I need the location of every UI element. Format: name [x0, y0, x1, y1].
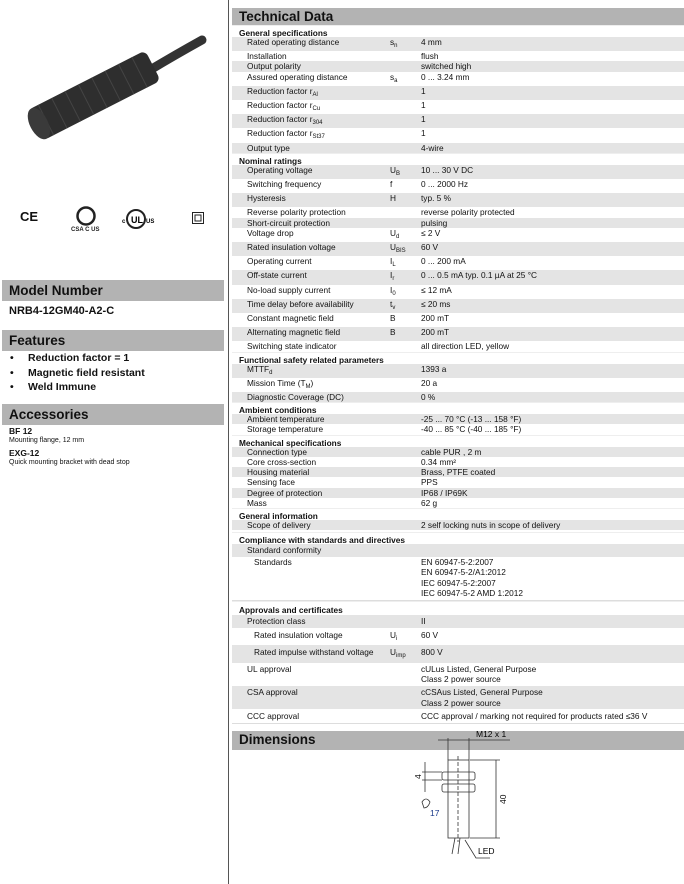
spec-row	[232, 557, 684, 601]
spec-value: 4-wire	[421, 142, 444, 153]
csa-mark-icon	[70, 206, 110, 233]
spec-value: Brass, PTFE coated	[421, 467, 496, 478]
spec-label: Mass	[247, 497, 267, 508]
spec-row	[232, 341, 684, 351]
spec-label: Alternating magnetic field	[247, 327, 341, 338]
spec-label: Degree of protection	[247, 487, 323, 498]
section-heading: Ambient conditions	[232, 402, 684, 414]
spec-label: Reverse polarity protection	[247, 207, 346, 218]
section-heading: Approvals and certificates	[232, 601, 684, 615]
spec-value: flush	[421, 51, 439, 62]
spec-value: 20 a	[421, 377, 438, 388]
spec-value: 0 ... 200 mA	[421, 256, 466, 267]
protection-class-ii-icon	[192, 212, 204, 224]
ul-mark-icon	[122, 206, 162, 232]
spec-symbol	[390, 364, 421, 378]
approvals-rows	[232, 615, 684, 724]
spec-row	[232, 544, 684, 557]
spec-label: Reduction factor $r_{Al}$	[247, 85, 318, 98]
approval-row	[232, 615, 684, 628]
spec-symbol	[390, 414, 421, 424]
spec-label: Hysteresis	[247, 193, 286, 204]
approval-row	[232, 663, 684, 686]
spec-symbol	[390, 378, 421, 392]
certification-icons	[0, 206, 228, 232]
spec-value: 1	[421, 85, 426, 96]
spec-symbol	[390, 664, 421, 684]
feature-item: • Magnetic field resistant	[10, 367, 145, 379]
spec-row	[232, 424, 684, 434]
spec-symbol	[390, 520, 421, 530]
spec-row	[232, 86, 684, 100]
spec-symbol	[390, 86, 421, 100]
spec-row	[232, 207, 684, 217]
spec-label: Standards	[254, 557, 292, 568]
spec-symbol: $t_v$	[390, 298, 396, 311]
spec-value: IP68 / IP69K	[421, 487, 468, 498]
spec-value: 1	[421, 128, 426, 139]
spec-value: 10 ... 30 V DC	[421, 164, 474, 175]
spec-label: Ambient temperature	[247, 414, 325, 425]
led-label: LED	[478, 846, 495, 856]
spec-value: 0.34 mm²	[421, 456, 457, 467]
spec-label: Rated insulation voltage	[247, 242, 336, 253]
spec-value: cable PUR , 2 m	[421, 446, 482, 457]
spec-value: 1393 a	[421, 363, 447, 374]
svg-text:c: c	[122, 219, 126, 225]
spec-value: all direction LED, yellow	[421, 341, 510, 352]
features-heading: Features	[2, 330, 224, 351]
spec-symbol	[390, 100, 421, 114]
spec-label: Rated insulation voltage	[254, 629, 343, 640]
svg-text:US: US	[146, 219, 155, 225]
spec-label: Rated impulse withstand voltage	[254, 646, 374, 657]
spec-symbol: $U_B$	[390, 164, 401, 177]
spec-value: 0 %	[421, 392, 436, 403]
spec-value: switched high	[421, 61, 472, 72]
spec-value: 200 mT	[421, 327, 450, 338]
spec-row	[232, 488, 684, 498]
section-heading: Mechanical specifications	[232, 435, 684, 447]
spec-row	[232, 72, 684, 86]
spec-row	[232, 520, 684, 530]
standard: IEC 60947-5-2 AMD 1:2012	[421, 587, 523, 598]
spec-symbol	[390, 467, 421, 477]
spec-label: Reduction factor $r_{Cu}$	[247, 100, 321, 113]
spec-symbol	[390, 616, 421, 626]
spec-value: 62 g	[421, 497, 438, 508]
spec-row	[232, 378, 684, 392]
spec-row	[232, 143, 684, 153]
spec-symbol	[390, 61, 421, 71]
spec-sections	[232, 25, 684, 530]
spec-row	[232, 270, 684, 284]
product-image	[0, 0, 228, 160]
spec-symbol: $I_L$	[390, 256, 396, 269]
spec-label: Constant magnetic field	[247, 313, 334, 324]
section-heading: Compliance with standards and directives	[232, 532, 684, 544]
spec-label: Operating current	[247, 256, 312, 267]
spec-row	[232, 114, 684, 128]
feature-item: • Reduction factor = 1	[10, 352, 130, 364]
spec-value: II	[421, 616, 426, 627]
spec-label: Voltage drop	[247, 227, 294, 238]
spec-row	[232, 447, 684, 457]
spec-symbol	[390, 143, 421, 153]
spec-value: cCSAus Listed, General Purpose Class 2 power source	[421, 687, 543, 708]
spec-label: Time delay before availability	[247, 298, 354, 309]
spec-label: Reduction factor $r_{St37}$	[247, 128, 325, 141]
accessory-description: Mounting flange, 12 mm	[9, 437, 85, 444]
wrench-size-label: 17	[430, 808, 440, 818]
spec-row	[232, 477, 684, 487]
spec-label: Output polarity	[247, 61, 301, 72]
approval-row	[232, 645, 684, 662]
spec-value: -40 ... 85 °C (-40 ... 185 °F)	[421, 424, 522, 435]
spec-row	[232, 364, 684, 378]
spec-row	[232, 457, 684, 467]
standard: EN 60947-5-2/A1:2012	[421, 567, 506, 578]
spec-symbol	[390, 424, 421, 434]
spec-label: Assured operating distance	[247, 71, 348, 82]
spec-symbol	[390, 392, 421, 402]
spec-symbol: f	[390, 179, 393, 190]
accessory-description: Quick mounting bracket with dead stop	[9, 459, 130, 466]
spec-symbol: $s_n$	[390, 37, 398, 49]
spec-symbol	[390, 498, 421, 508]
spec-value: cULus Listed, General Purpose Class 2 power source	[421, 664, 537, 685]
spec-row	[232, 128, 684, 142]
spec-row	[232, 165, 684, 179]
approvals-section	[232, 601, 684, 724]
section-heading: Nominal ratings	[232, 153, 684, 165]
left-column	[0, 0, 228, 884]
spec-row	[232, 256, 684, 270]
spec-row	[232, 414, 684, 424]
spec-label: Sensing face	[247, 477, 295, 488]
spec-symbol	[390, 687, 421, 707]
spec-label: $MTTF_d$	[247, 363, 273, 376]
spec-symbol	[390, 457, 421, 467]
spec-value: 1	[421, 100, 426, 111]
spec-symbol	[390, 341, 421, 351]
spec-label: Switching frequency	[247, 179, 322, 190]
spec-label: Short-circuit protection	[247, 217, 331, 228]
spec-symbol	[390, 51, 421, 61]
spec-row	[232, 193, 684, 207]
spec-row	[232, 37, 684, 51]
spec-symbol	[390, 447, 421, 457]
standard: EN 60947-5-2:2007	[421, 557, 494, 568]
length-label: 40	[498, 794, 508, 804]
spec-symbol: B	[390, 327, 396, 338]
approval-row	[232, 686, 684, 709]
spec-label: CSA approval	[247, 687, 298, 698]
spec-label: Scope of delivery	[247, 519, 311, 530]
spec-value: 60 V	[421, 629, 439, 640]
compliance-section	[232, 532, 684, 601]
spec-symbol	[390, 128, 421, 142]
spec-label: Switching state indicator	[247, 341, 337, 352]
model-number: NRB4-12GM40-A2-C	[9, 305, 115, 317]
spec-value: ≤ 20 ms	[421, 298, 451, 309]
spec-label: Core cross-section	[247, 456, 317, 467]
spec-row	[232, 498, 684, 508]
spec-label: Operating voltage	[247, 164, 313, 175]
spec-label: Housing material	[247, 467, 310, 478]
thread-label: M12 x 1	[476, 729, 507, 739]
spec-symbol: $U_i$	[390, 629, 398, 642]
section-heading: Functional safety related parameters	[232, 352, 684, 364]
spec-symbol: $U_d$	[390, 227, 400, 240]
spec-value: pulsing	[421, 217, 448, 228]
spec-value: -25 ... 70 °C (-13 ... 158 °F)	[421, 414, 522, 425]
spec-row	[232, 299, 684, 313]
dimension-drawing	[390, 720, 550, 870]
dimensions-heading: Dimensions	[232, 731, 684, 750]
spec-label: UL approval	[247, 664, 292, 675]
spec-symbol	[390, 218, 421, 228]
spec-row	[232, 467, 684, 477]
spec-label: Installation	[247, 51, 287, 62]
spec-symbol: $U_{BIS}$	[390, 242, 406, 255]
spec-symbol	[390, 477, 421, 487]
spec-row	[232, 242, 684, 256]
spec-symbol	[390, 207, 421, 217]
spec-value: ≤ 2 V	[421, 227, 441, 238]
spec-value: 2 self locking nuts in scope of delivery	[421, 519, 561, 530]
spec-label: Diagnostic Coverage (DC)	[247, 392, 344, 403]
spec-row	[232, 218, 684, 228]
spec-label: Rated operating distance	[247, 37, 340, 47]
spec-value: 0 ... 3.24 mm	[421, 71, 470, 82]
section-heading: General information	[232, 508, 684, 520]
spec-symbol: B	[390, 313, 396, 324]
spec-value: PPS	[421, 477, 438, 488]
spec-label: Reduction factor $r_{304}$	[247, 114, 323, 127]
spec-value: ≤ 12 mA	[421, 284, 452, 295]
spec-value: 4 mm	[421, 37, 442, 47]
spec-symbol: $U_{imp}$	[390, 646, 406, 659]
accessory-name[interactable]: EXG-12	[9, 448, 40, 458]
spec-row	[232, 392, 684, 402]
spec-label: Protection class	[247, 616, 306, 627]
spec-row	[232, 179, 684, 193]
spec-symbol	[390, 114, 421, 128]
spec-symbol: $s_a$	[390, 71, 398, 84]
spec-row	[232, 51, 684, 61]
spec-label: CCC approval	[247, 710, 300, 721]
spec-label: Standard conformity	[247, 545, 322, 556]
section-heading: General specifications	[232, 25, 684, 37]
spec-value: CCC approval / marking not required for products rated ≤36 V	[421, 710, 648, 721]
spec-label: Off-state current	[247, 270, 307, 281]
ce-mark-icon: CE	[20, 209, 39, 224]
technical-data-heading: Technical Data	[232, 8, 684, 25]
spec-value: 200 mT	[421, 313, 450, 324]
nut-height-label: 4	[413, 774, 423, 779]
spec-label: Connection type	[247, 446, 307, 457]
spec-row	[232, 228, 684, 242]
spec-value: 0 ... 2000 Hz	[421, 179, 469, 190]
spec-symbol: $I_r$	[390, 270, 395, 283]
column-divider	[228, 0, 229, 884]
technical-data	[232, 8, 684, 750]
spec-value: reverse polarity protected	[421, 207, 515, 218]
spec-label: Storage temperature	[247, 424, 324, 435]
standard: IEC 60947-5-2:2007	[421, 577, 496, 588]
accessories-heading: Accessories	[2, 404, 224, 425]
accessory-name[interactable]: BF 12	[9, 426, 33, 436]
spec-row	[232, 285, 684, 299]
spec-value: 0 ... 0.5 mA typ. 0.1 µA at 25 °C	[421, 270, 538, 281]
spec-label: No-load supply current	[247, 284, 331, 295]
spec-symbol	[390, 488, 421, 498]
spec-label: Output type	[247, 142, 290, 153]
spec-value: 800 V	[421, 646, 443, 657]
spec-label: Mission Time $(T_M)$	[247, 377, 314, 390]
spec-value: typ. 5 %	[421, 193, 451, 204]
spec-row	[232, 100, 684, 114]
spec-row	[232, 313, 684, 327]
csa-mark-label: CSA C US	[71, 227, 100, 233]
spec-value: 1	[421, 114, 426, 125]
model-number-heading: Model Number	[2, 280, 224, 301]
spec-symbol: $I_0$	[390, 284, 396, 297]
feature-item: • Weld Immune	[10, 381, 97, 393]
spec-value: 60 V	[421, 242, 439, 253]
spec-value	[421, 557, 684, 598]
spec-row	[232, 327, 684, 341]
svg-text:UL: UL	[131, 215, 143, 225]
approval-row	[232, 628, 684, 645]
spec-row	[232, 61, 684, 71]
spec-symbol: H	[390, 193, 396, 204]
